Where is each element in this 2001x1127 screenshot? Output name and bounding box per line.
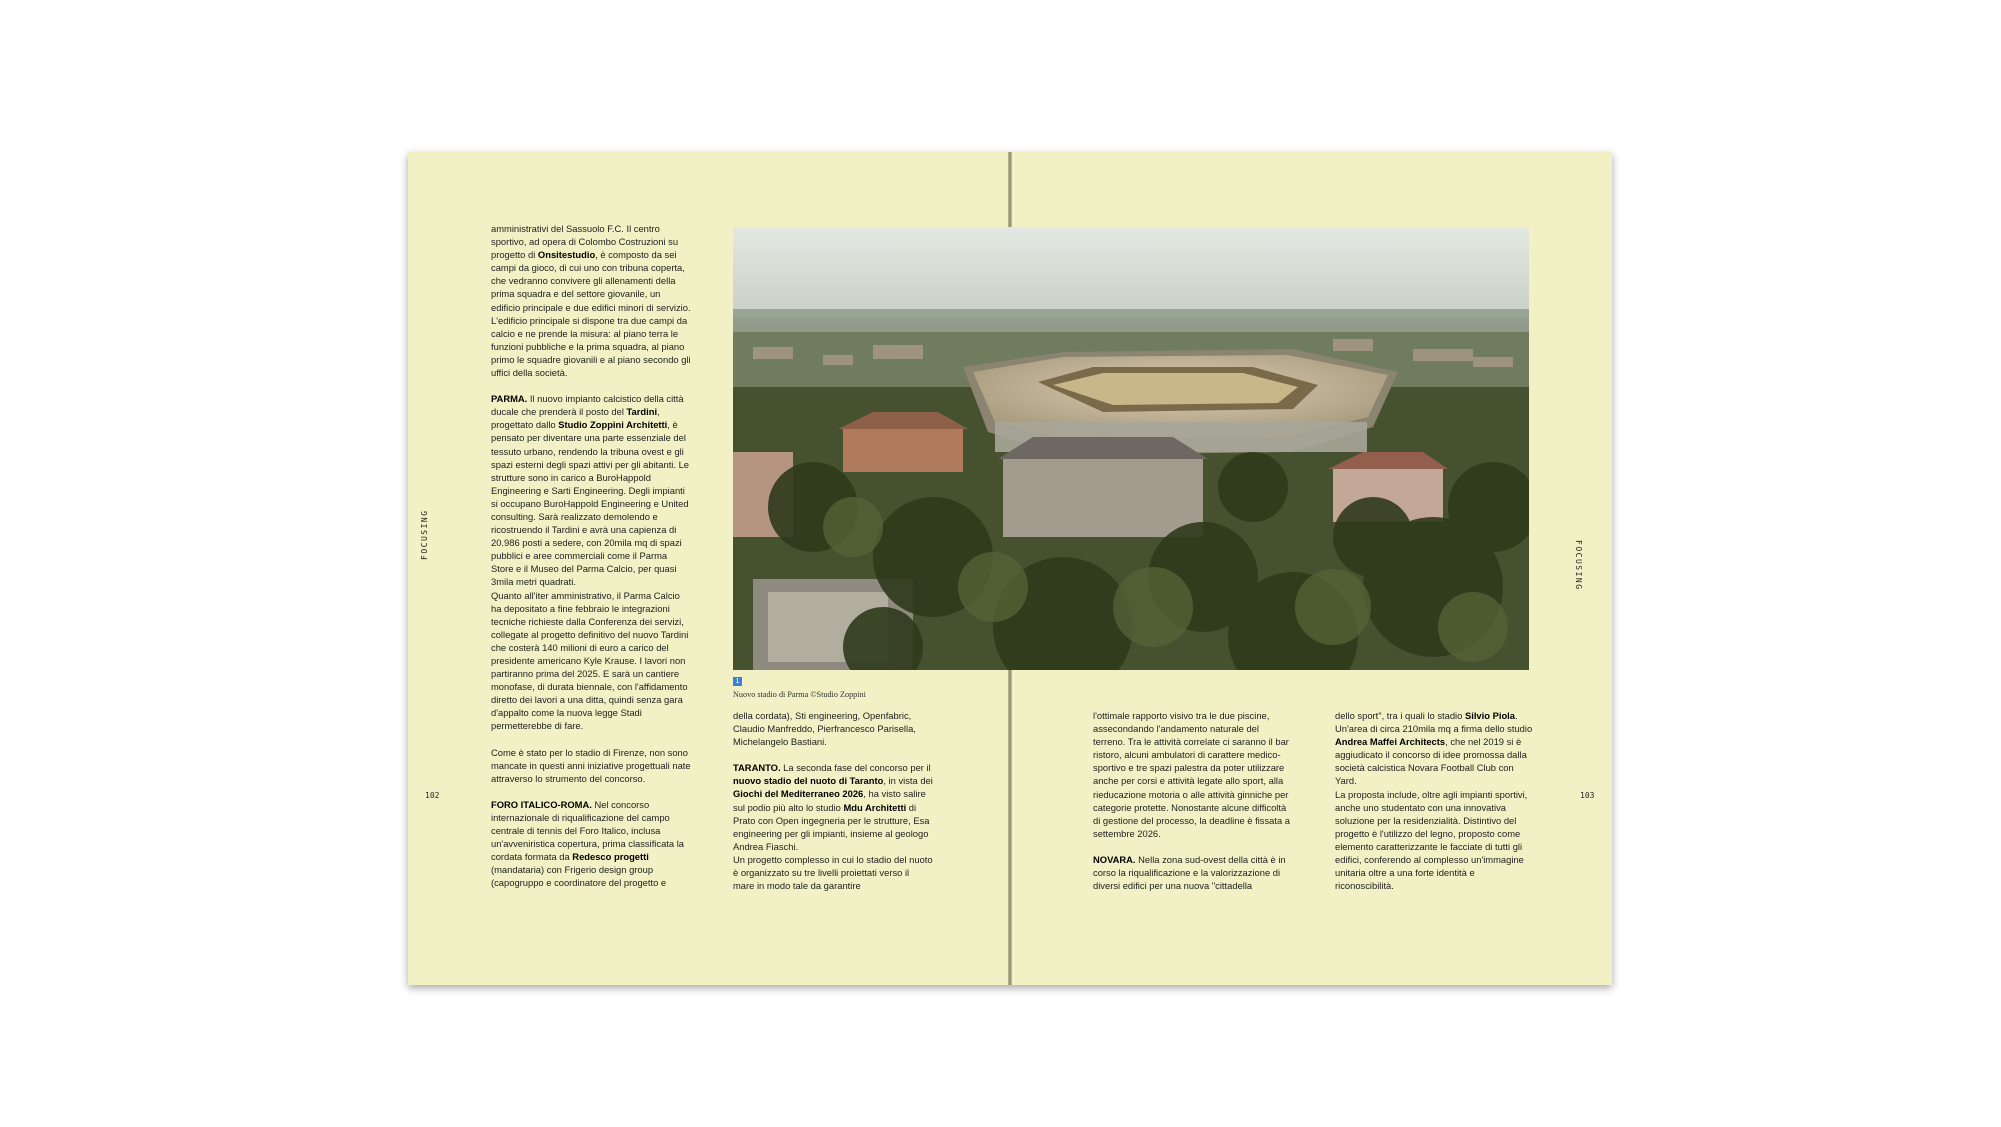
paragraph-taranto: TARANTO. La seconda fase del concorso per il nuovo stadio del nuoto di Taranto, in vista dei Giochi del Mediterraneo 2026, ha visto salire sul podio più alto lo studio Mdu Architetti di Prato con Open ingegneria per le strutture, Esa engineering per gli impianti, insieme al geologo Andrea Fiaschi.	[733, 762, 933, 852]
paragraph: Come è stato per lo stadio di Firenze, non sono mancate in questi anni iniziative progettuali nate attraverso lo strumento del concorso.	[491, 746, 691, 784]
paragraph-novara: NOVARA. Nella zona sud-ovest della città è in corso la riqualificazione e la valorizzazione di diversi edifici per una nuova "cittadella	[1093, 853, 1286, 892]
text-column-2	[733, 709, 933, 892]
paragraph: l'ottimale rapporto visivo tra le due piscine, assecondando l'andamento naturale del terreno. Tra le attività correlate ci saranno il bar ristoro, alcuni ambulatori di carattere medico-sportivo e tre spazi palestra da poter utilizzare anche per corsi e attività legate allo sport, alla rieducazione motoria o alle attività ginniche per categorie protette. Nonostante alcune difficoltà di gestione del processo, la deadline è fissata a settembre 2026.	[1093, 710, 1291, 839]
stadium-rendering-photo	[733, 227, 1529, 670]
paragraph-foro-italico: FORO ITALICO-ROMA. Nel concorso internazionale di riqualificazione del campo centrale di tennis del Foro Italico, inclusa un'avveniristica copertura, prima classificata la cordata formata da Redesco progetti (mandataria) con Frigerio design group (capogruppo e coordinatore del progetto e	[491, 798, 685, 889]
text-column-4	[1335, 709, 1535, 892]
aerial-city-image	[733, 227, 1529, 670]
text-column-3	[1093, 709, 1293, 892]
paragraph-parma: PARMA. Il nuovo impianto calcistico della città ducale che prenderà il posto del Tardini, progettato dallo Studio Zoppini Architetti, è pensato per diventare una parte essenziale del tessuto urbano, rendendo la tribuna ovest e gli spazi esterni degli spazi attivi per gli abitanti. Le strutture sono in carico a BuroHappold Engineering e Sarti Engineering. Degli impianti si occupano BuroHappold Engineering e United consulting. Sarà realizzato demolendo e ricostruendo il Tardini e avrà una capienza di 20.986 posti a sedere, con 20mila mq di spazi pubblici e aree commerciali come il Parma Store e il Museo del Parma Calcio, per quasi 3mila metri quadrati.	[491, 393, 690, 588]
paragraph: Quanto all'iter amministrativo, il Parma Calcio ha depositato a fine febbraio le integrazioni tecniche richieste dalla Conferenza dei servizi, collegate al progetto definitivo del nuovo Tardini che costerà 140 milioni di euro a carico del presidente americano Kyle Krause. I lavori non partiranno prima del 2025. E sarà un cantiere monofase, di durata biennale, con l'affidamento diretto dei lavori a una ditta, quindi senza gara d'appalto come la nuova legge Stadi permetterebbe di fare.	[491, 589, 689, 732]
figure-number-badge: 1	[733, 677, 742, 686]
paragraph: della cordata), Sti engineering, Openfabric, Claudio Manfreddo, Pierfrancesco Parisella, Michelangelo Bastiani.	[733, 710, 916, 748]
text-column-1	[491, 222, 691, 890]
paragraph: Un progetto complesso in cui lo stadio del nuoto è organizzato su tre livelli proiettati verso il mare in modo tale da garantire	[733, 853, 933, 892]
page-number-right: 103	[1580, 791, 1595, 800]
section-label-right: FOCUSING	[1574, 540, 1583, 591]
page-number-left: 102	[425, 791, 440, 800]
section-label-left: FOCUSING	[420, 509, 429, 560]
paragraph: La proposta include, oltre agli impianti sportivi, anche uno studentato con una innovativa soluzione per la residenzialità. Distintivo del progetto è l'utilizzo del legno, proposto come elemento caratterizzante le facciate di tutti gli edifici, conferendo al complesso un'immagine unitaria oltre a una forte identità e riconoscibilità.	[1335, 788, 1528, 892]
paragraph: dello sport", tra i quali lo stadio Silvio Piola. Un'area di circa 210mila mq a firma dello studio Andrea Maffei Architects, che nel 2019 si è aggiudicato il concorso di idee promossa dalla società calcistica Novara Football Club con Yard.	[1335, 710, 1533, 787]
figure-caption: Nuovo stadio di Parma ©Studio Zoppini	[733, 690, 866, 699]
paragraph: amministrativi del Sassuolo F.C. Il centro sportivo, ad opera di Colombo Costruzioni su progetto di Onsitestudio, è composto da sei campi da gioco, di cui uno con tribuna coperta, che vedranno convivere gli allenamenti della prima squadra e del settore giovanile, un edificio principale e due edifici minori di servizio. L'edificio principale si dispone tra due campi da calcio e ne prende la misura: al piano terra le funzioni pubbliche e la prima squadra, al piano primo le squadre giovanili e al piano secondo gli uffici della società.	[491, 223, 691, 379]
